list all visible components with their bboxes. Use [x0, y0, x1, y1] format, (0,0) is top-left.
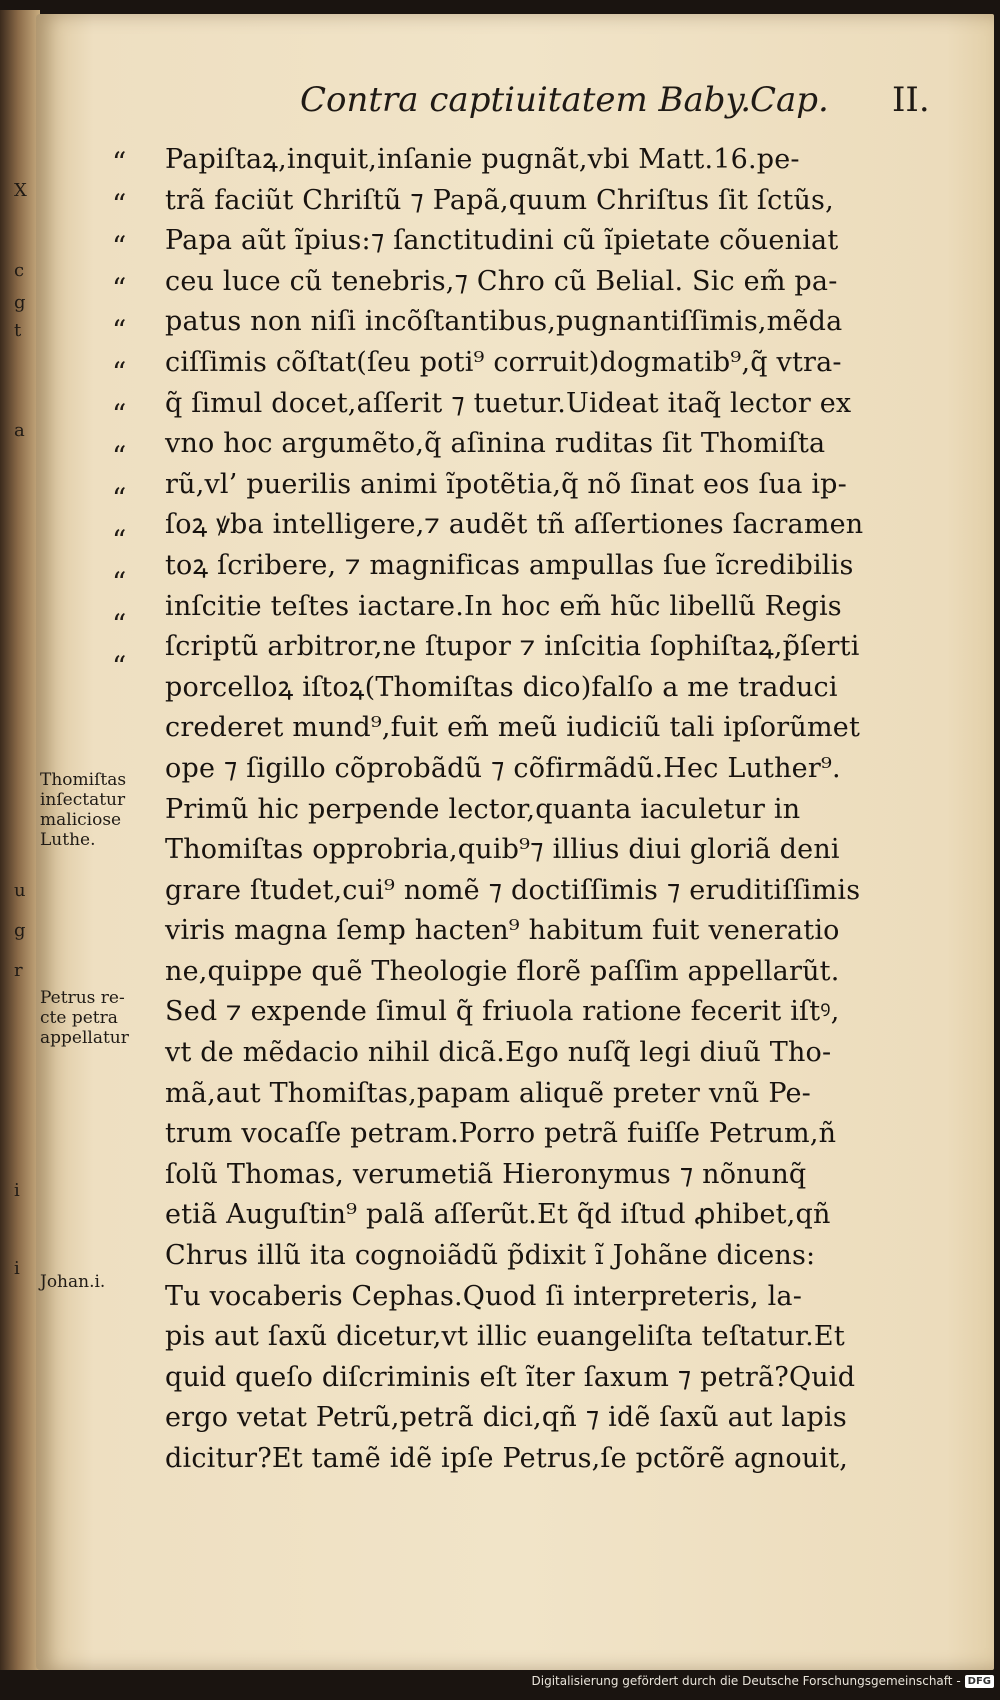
text-line: q̃ ſimul docet,aſſerit ⁊ tuetur.Uideat itaq̃ lector ex [165, 387, 852, 419]
quote-mark: “ [112, 650, 127, 683]
text-line: toꝝ ſcribere, ⁊ magnificas ampullas ſue ĩcredibilis [165, 549, 854, 581]
dfg-logo: DFG [965, 1675, 994, 1688]
edge-mark: g [14, 292, 26, 313]
text-line: trum vocaſſe petram.Porro petrã fuiſſe Petrum,ñ [165, 1118, 837, 1150]
text-line: grare ſtudet,cui⁹ nomẽ ⁊ doctiſſimis ⁊ eruditiſſimis [165, 874, 861, 906]
text-line: vt de mẽdacio nihil dicã.Ego nuſq̃ legi diuũ Tho- [165, 1037, 832, 1069]
text-line: inſcitie teſtes iactare.In hoc em̃ hũc libellũ Regis [165, 590, 842, 622]
text-line: ergo vetat Petrũ,petrã dici,qñ ⁊ idẽ ſaxũ aut lapis [165, 1402, 847, 1434]
quote-mark: “ [112, 314, 127, 347]
margin-note-line: cte petra [40, 1008, 118, 1028]
text-line: ſolũ Thomas, verumetiã Hieronymus ⁊ nõnunq̃ [165, 1158, 807, 1190]
margin-note-line: Petrus re- [40, 988, 125, 1008]
text-line: dicitur?Et tamẽ idẽ ipſe Petrus,ſe pctõrẽ agnouit, [165, 1443, 849, 1474]
text-line: ciſſimis cõſtat(ſeu poti⁹ corruit)dogmatib⁹,q̃ vtra- [165, 346, 842, 378]
quote-mark: “ [112, 566, 127, 599]
running-title: Contra captiuitatem Baby. [300, 80, 752, 120]
margin-note-line: appellatur [40, 1028, 129, 1048]
quote-mark: “ [112, 524, 127, 557]
quote-mark: “ [112, 356, 127, 389]
digitization-footer [532, 1670, 995, 1692]
text-line: mã,aut Thomiſtas,papam aliquẽ preter vnũ Pe- [165, 1077, 811, 1109]
running-header [300, 80, 950, 130]
margin-note-line: inſectatur [40, 790, 126, 810]
edge-mark: a [14, 420, 25, 441]
quote-mark: “ [112, 272, 127, 305]
edge-mark: X [14, 180, 27, 201]
text-line: viris magna ſemp hacten⁹ habitum fuit veneratio [165, 915, 840, 947]
text-line: quid queſo diſcriminis eſt ĩter ſaxum ⁊ petrã?Quid [165, 1361, 856, 1393]
text-line: Primũ hic perpende lector,quanta iaculetur in [165, 793, 801, 825]
margin-note-johan [40, 1272, 105, 1292]
quote-mark: “ [112, 230, 127, 263]
text-line: Chrus illũ ita cognoiãdũ p̃dixit ĩ Johãne dicens: [165, 1240, 816, 1272]
main-text-block [165, 140, 965, 1480]
chapter-label: Cap. [750, 80, 829, 120]
edge-mark: i [14, 1180, 20, 1201]
text-line: Tu vocaberis Cephas.Quod ſi interpreteris, la- [165, 1280, 803, 1312]
margin-note-line: Johan.i. [40, 1272, 106, 1292]
text-line: ſcriptũ arbitror,ne ſtupor ⁊ inſcitia ſophiſtaꝝ,p̃ſerti [165, 631, 860, 663]
quote-mark: “ [112, 482, 127, 515]
margin-note-petrus [40, 988, 129, 1048]
quote-mark: “ [112, 188, 127, 221]
text-line: etiã Auguſtin⁹ palã aſſerũt.Et q̃d iſtud ꝓhibet,qñ [165, 1199, 831, 1231]
text-line: crederet mund⁹,fuit em̃ meũ iudiciũ tali ipſorũmet [165, 712, 860, 744]
text-line: Thomiſtas opprobria,quib⁹⁊ illius diui gloriã deni [165, 834, 840, 866]
margin-note-thomistas [40, 770, 126, 850]
quote-mark: “ [112, 608, 127, 641]
text-line: Sed ⁊ expende ſimul q̃ friuola ratione fecerit iſtꝰ, [165, 996, 840, 1028]
margin-note-line: maliciose [40, 810, 122, 830]
text-line: Papiſtaꝝ,inquit,inſanie pugnãt,vbi Matt.16.pe- [165, 144, 800, 175]
text-line: patus non niſi incõſtantibus,pugnantiſſimis,mẽda [165, 306, 843, 338]
margin-note-line: Thomiſtas [40, 770, 127, 790]
margin-note-line: Luthe. [40, 830, 96, 850]
edge-mark: g [14, 920, 26, 941]
text-line: ne,quippe quẽ Theologie florẽ paſſim appellarũt. [165, 955, 840, 987]
quotation-marks-column [112, 142, 152, 688]
book-spine [0, 10, 40, 1670]
text-line: rũ,vl’ puerilis animi ĩpotẽtia,q̃ nõ ſinat eos ſua ip- [165, 468, 847, 500]
edge-mark: i [14, 1258, 20, 1279]
edge-mark: r [14, 960, 23, 981]
text-line: porcelloꝝ iſtoꝝ(Thomiſtas dico)falſo a me traduci [165, 671, 838, 703]
text-line: Papa aũt ĩpius:⁊ ſanctitudini cũ ĩpietate cõueniat [165, 225, 839, 257]
footer-text: Digitalisierung gefördert durch die Deutsche Forschungsgemeinschaft - [531, 1674, 961, 1688]
text-line: ceu luce cũ tenebris,⁊ Chro cũ Belial. Sic em̃ pa- [165, 265, 838, 297]
edge-mark: t [14, 320, 22, 341]
quote-mark: “ [112, 146, 127, 179]
edge-mark: u [14, 880, 26, 901]
edge-mark: c [14, 260, 25, 281]
text-line: pis aut ſaxũ dicetur,vt illic euangeliſta teſtatur.Et [165, 1321, 845, 1353]
text-line: ſoꝝ ꝟba intelligere,⁊ audẽt tñ aſſertiones ſacramen [165, 509, 864, 541]
quote-mark: “ [112, 440, 127, 473]
chapter-number: II. [892, 80, 930, 120]
quote-mark: “ [112, 398, 127, 431]
text-line: trã faciũt Chriſtũ ⁊ Papã,quum Chriſtus ſit ſctũs, [165, 184, 834, 216]
text-line: ope ⁊ ſigillo cõprobãdũ ⁊ cõfirmãdũ.Hec Luther⁹. [165, 752, 841, 784]
text-line: vno hoc argumẽto,q̃ aſinina ruditas ſit Thomiſta [165, 428, 826, 460]
